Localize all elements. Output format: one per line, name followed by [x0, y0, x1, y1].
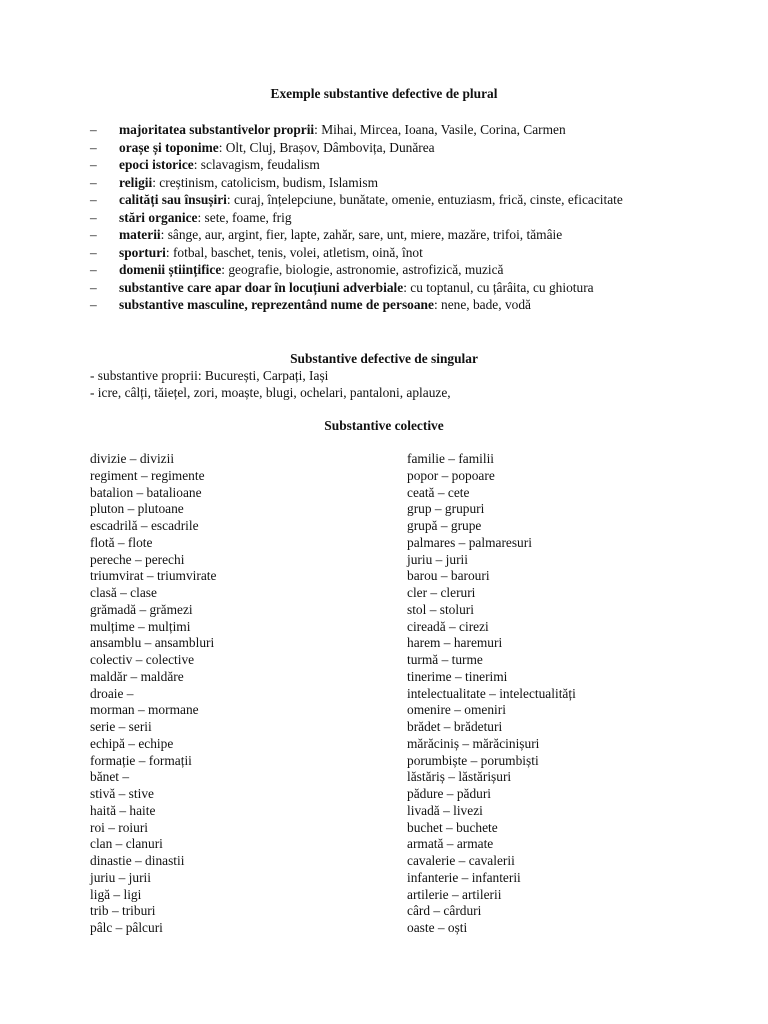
- dash-marker: –: [90, 279, 97, 295]
- dash-marker: –: [90, 209, 97, 225]
- collective-pair: droaie –: [90, 685, 134, 701]
- item-examples: : Olt, Cluj, Brașov, Dâmbovița, Dunărea: [218, 139, 435, 155]
- collective-pair: omenire – omeniri: [407, 702, 506, 718]
- collective-pair: pâlc – pâlcuri: [90, 920, 163, 935]
- collective-pair: flotă – flote: [90, 534, 153, 550]
- heading-singular-defective: Substantive defective de singular: [290, 351, 478, 366]
- collective-pair: escadrilă – escadrile: [90, 518, 199, 533]
- dash-marker: –: [90, 297, 97, 312]
- collective-pair: barou – barouri: [407, 568, 490, 584]
- list-item: [90, 121, 674, 139]
- collective-pair: cavalerie – cavalerii: [407, 853, 515, 868]
- collective-pair: porumbiște – porumbiști: [407, 752, 539, 768]
- collective-pair: mărăciniș – mărăcinișuri: [407, 735, 540, 751]
- collective-pair: batalion – batalioane: [90, 484, 202, 500]
- collective-pair: infanterie – infanterii: [407, 869, 521, 885]
- item-examples: : Mihai, Mircea, Ioana, Vasile, Corina, Carmen: [314, 122, 566, 137]
- collective-pair: grămadă – grămezi: [90, 601, 193, 617]
- collective-right-column: [407, 451, 727, 937]
- collective-pair: pereche – perechi: [90, 551, 185, 567]
- list-item: [90, 261, 674, 279]
- collective-pair: clan – clanuri: [90, 836, 163, 852]
- list-item: [90, 139, 674, 157]
- dash-marker: –: [90, 122, 97, 137]
- item-term: substantive care apar doar în locuțiuni adverbiale: [119, 279, 404, 295]
- collective-pair: familie – familii: [407, 451, 495, 466]
- collective-pair: ceată – cete: [407, 484, 470, 500]
- collective-pair: divizie – divizii: [90, 451, 175, 466]
- collective-pair: formație – formații: [90, 752, 192, 768]
- collective-pair: morman – mormane: [90, 702, 199, 718]
- collective-pair: lăstăriș – lăstărișuri: [407, 769, 512, 785]
- item-term: majoritatea substantivelor proprii: [119, 122, 315, 137]
- item-examples: : sete, foame, frig: [197, 209, 292, 225]
- dash-marker: –: [90, 174, 97, 190]
- item-term: sporturi: [119, 244, 166, 260]
- collective-pair: turmă – turme: [407, 652, 483, 667]
- dash-marker: –: [90, 139, 97, 155]
- item-term: religii: [119, 174, 153, 190]
- collective-pair: maldăr – maldăre: [90, 668, 184, 684]
- collective-pair: cârd – cârduri: [407, 903, 482, 919]
- collective-pair: palmares – palmaresuri: [407, 534, 532, 550]
- collective-pair: haită – haite: [90, 802, 156, 818]
- heading-plural-defective: Exemple substantive defective de plural: [270, 86, 498, 101]
- collective-pair: cireadă – cirezi: [407, 618, 489, 634]
- item-term: orașe și toponime: [119, 139, 219, 155]
- singular-line: - icre, câlți, tăiețel, zori, moaște, blugi, ochelari, pantaloni, aplauze,: [90, 385, 451, 400]
- collective-pair: artilerie – artilerii: [407, 886, 502, 902]
- list-item: [90, 244, 674, 262]
- collective-pair: harem – haremuri: [407, 635, 503, 651]
- list-item: [90, 174, 674, 192]
- item-term: stări organice: [119, 209, 198, 225]
- item-term: domenii științifice: [119, 262, 222, 277]
- item-examples: : sânge, aur, argint, fier, lapte, zahăr, sare, unt, miere, mazăre, trifoi, tămâie: [160, 227, 563, 242]
- collective-pair: triumvirat – triumvirate: [90, 568, 217, 584]
- singular-line: - substantive proprii: București, Carpați, Iași: [90, 368, 329, 383]
- collective-pair: regiment – regimente: [90, 467, 205, 483]
- dash-marker: –: [90, 157, 97, 172]
- dash-marker: –: [90, 227, 97, 242]
- collective-pair: stol – stoluri: [407, 601, 474, 617]
- collective-pair: stivă – stive: [90, 786, 154, 801]
- list-item: [90, 191, 674, 209]
- collective-pair: serie – serii: [90, 719, 152, 734]
- collective-pair: intelectualitate – intelectualități: [407, 685, 576, 701]
- list-item: [90, 279, 674, 297]
- collective-pair: armată – armate: [407, 836, 494, 852]
- collective-pair: brădet – brădeturi: [407, 719, 503, 734]
- heading-collective-nouns: Substantive colective: [324, 418, 444, 433]
- item-examples: : curaj, înțelepciune, bunătate, omenie, entuziasm, frică, cinste, eficacitate: [226, 192, 623, 207]
- collective-pair: pluton – plutoane: [90, 501, 184, 517]
- dash-marker: –: [90, 262, 97, 277]
- collective-pair: popor – popoare: [407, 467, 495, 483]
- item-examples: : sclavagism, feudalism: [193, 157, 320, 172]
- collective-pair: trib – triburi: [90, 903, 156, 919]
- item-term: materii: [119, 227, 161, 242]
- collective-left-column: [90, 451, 410, 937]
- item-examples: : creștinism, catolicism, budism, Islamism: [152, 174, 378, 190]
- collective-pair: pădure – păduri: [407, 786, 492, 801]
- list-item: [90, 209, 674, 227]
- collective-pair: juriu – jurii: [90, 869, 151, 885]
- collective-pair: echipă – echipe: [90, 735, 174, 751]
- collective-pair: buchet – buchete: [407, 819, 498, 835]
- item-term: substantive masculine, reprezentând nume de persoane: [119, 297, 434, 312]
- item-examples: : geografie, biologie, astronomie, astrofizică, muzică: [221, 262, 504, 277]
- collective-pair: grupă – grupe: [407, 518, 482, 533]
- list-item: [90, 226, 674, 244]
- item-term: calități sau însușiri: [119, 192, 227, 207]
- dash-marker: –: [90, 244, 97, 260]
- collective-pair: bănet –: [90, 769, 130, 785]
- item-examples: : cu toptanul, cu țârâita, cu ghiotura: [403, 279, 594, 295]
- collective-pair: clasă – clase: [90, 585, 157, 600]
- collective-pair: colectiv – colective: [90, 652, 195, 667]
- collective-pair: roi – roiuri: [90, 819, 149, 835]
- collective-pair: ligă – ligi: [90, 886, 142, 902]
- item-examples: : fotbal, baschet, tenis, volei, atletism, oină, înot: [165, 244, 423, 260]
- collective-pair: ansamblu – ansambluri: [90, 635, 215, 651]
- item-term: epoci istorice: [119, 157, 194, 172]
- collective-pair: oaste – oști: [407, 920, 468, 935]
- collective-pair: mulțime – mulțimi: [90, 618, 191, 634]
- collective-pair: dinastie – dinastii: [90, 853, 185, 868]
- list-item: [90, 296, 674, 314]
- collective-pair: grup – grupuri: [407, 501, 485, 517]
- dash-marker: –: [90, 192, 97, 207]
- collective-pair: cler – cleruri: [407, 585, 476, 600]
- item-examples: : nene, bade, vodă: [433, 297, 531, 312]
- collective-pair: tinerime – tinerimi: [407, 668, 508, 684]
- collective-pair: juriu – jurii: [407, 551, 468, 567]
- collective-pair: livadă – livezi: [407, 802, 483, 818]
- list-item: [90, 156, 674, 174]
- plural-defective-list: [90, 121, 674, 314]
